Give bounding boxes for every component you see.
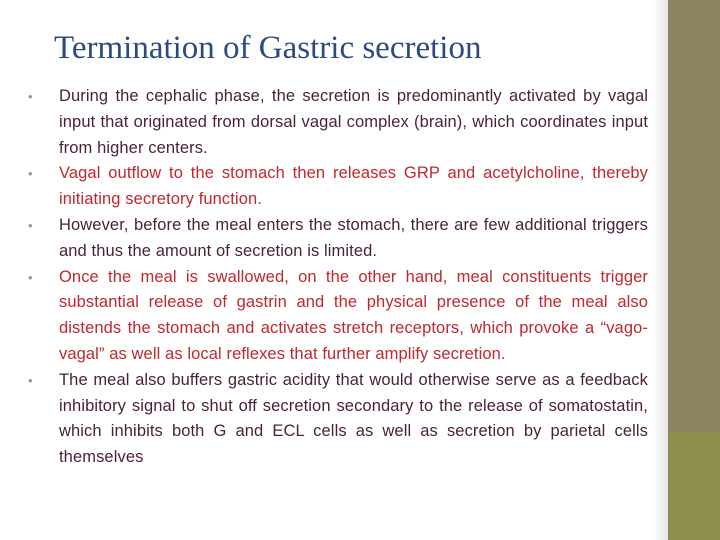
bullet-text: The meal also buffers gastric acidity that would otherwise serve as a feedback inhibitory signal to shut off secretion secondary to the release of somatostatin, which inhibits both G and ECL cells as well as secretion by parietal cells themselves: [59, 370, 648, 467]
bullet-item: [28, 84, 648, 161]
bullet-text: Vagal outflow to the stomach then releases GRP and acetylcholine, thereby initiating secretory function.: [59, 164, 648, 209]
bullet-item: [28, 161, 648, 213]
bullet-item: [28, 265, 648, 368]
sidebar-shadow: [651, 0, 668, 540]
bullet-marker-icon: •: [28, 166, 33, 182]
bullet-marker-icon: •: [28, 269, 33, 285]
bullet-marker-icon: •: [28, 217, 33, 233]
bullet-item: [28, 368, 648, 471]
bullet-text: During the cephalic phase, the secretion is predominantly activated by vagal input that originated from dorsal vagal complex (brain), which coordinates input from higher centers.: [59, 87, 648, 157]
bullet-marker-icon: •: [28, 372, 33, 388]
sidebar-decoration-bottom: [668, 432, 720, 540]
bullet-text: Once the meal is swallowed, on the other hand, meal constituents trigger substantial release of gastrin and the physical presence of the meal also distends the stomach and activates stretch receptors, which provoke a “vago-vagal” as well as local reflexes that further amplify secretion.: [59, 267, 648, 363]
bullet-list: [28, 84, 648, 471]
slide-title: Termination of Gastric secretion: [54, 30, 482, 66]
sidebar-decoration-top: [668, 0, 720, 432]
bullet-item: [28, 213, 648, 265]
bullet-text: However, before the meal enters the stomach, there are few additional triggers and thus the amount of secretion is limited.: [59, 215, 648, 260]
bullet-marker-icon: •: [28, 89, 33, 104]
